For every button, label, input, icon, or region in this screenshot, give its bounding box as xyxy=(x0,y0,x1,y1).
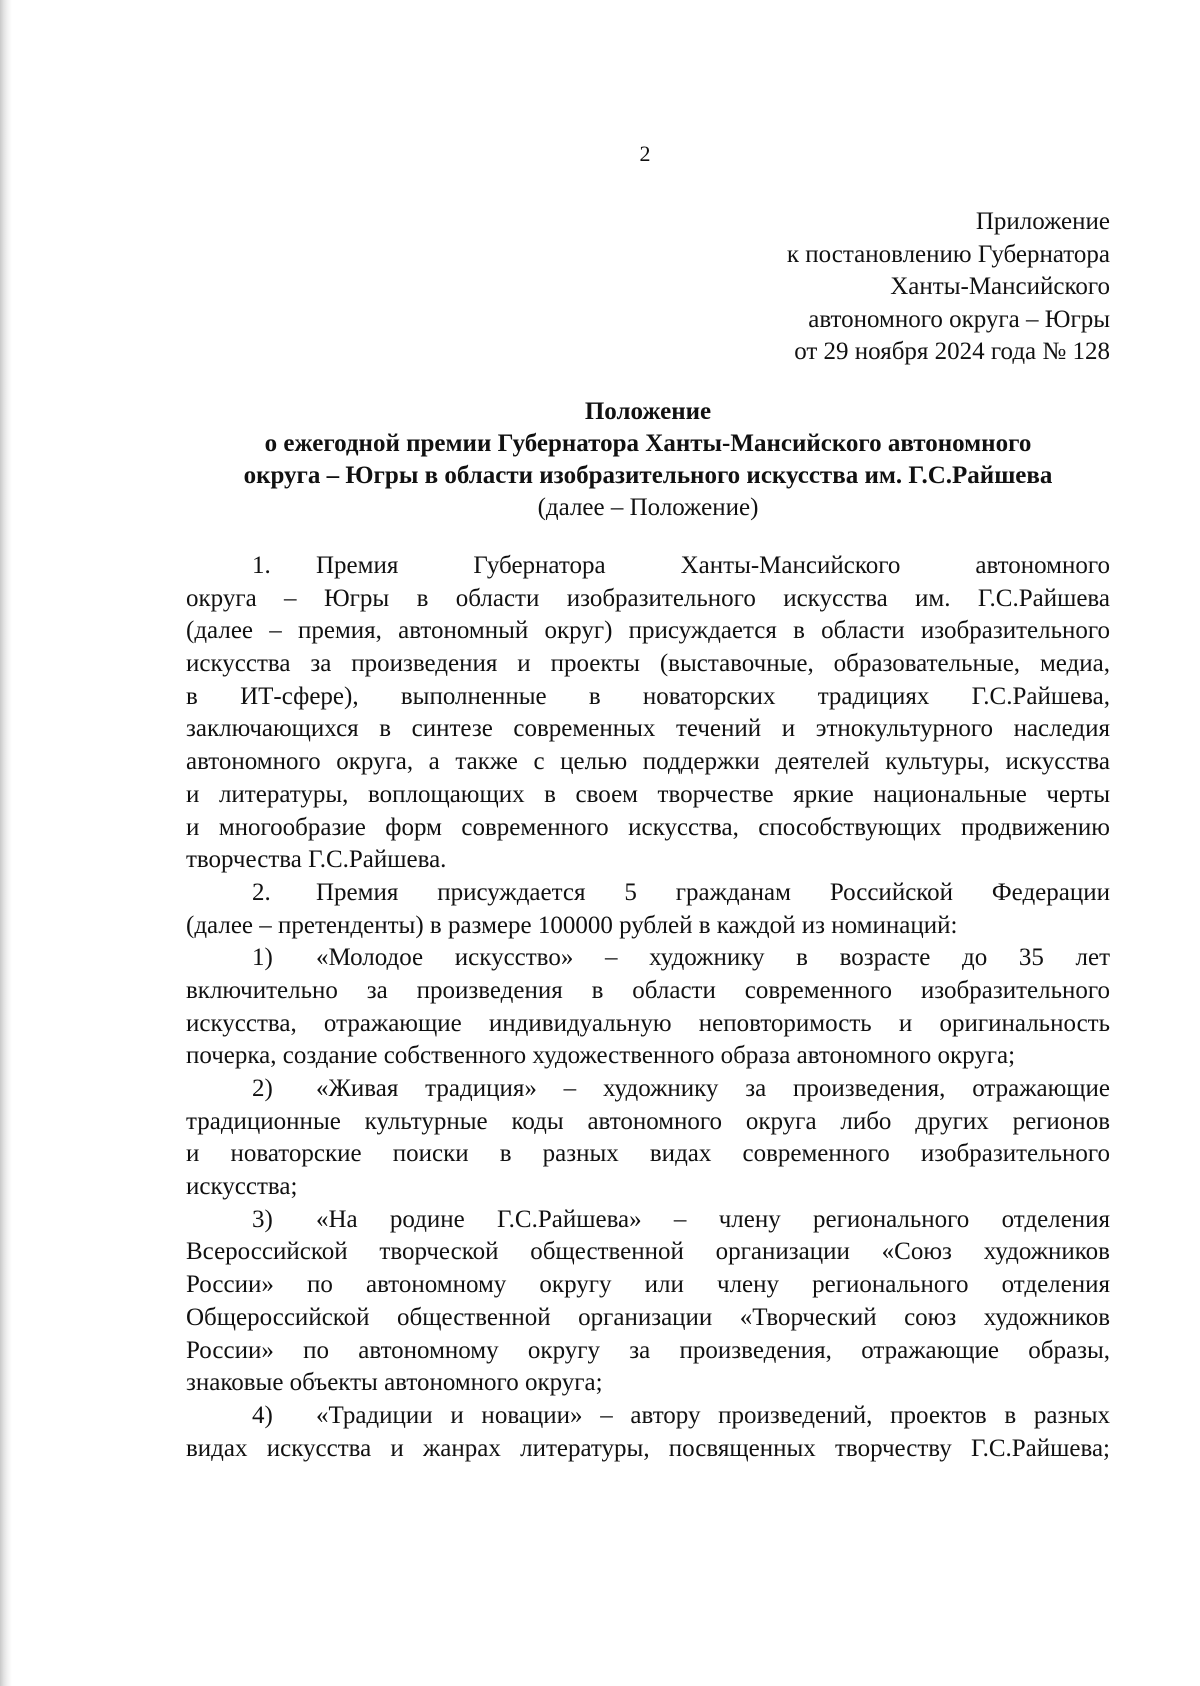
paragraph-line: искусства за произведения и проекты (выставочные, образовательные, медиа, xyxy=(186,650,1110,678)
nomination-line: включительно за произведения в области современного изобразительного xyxy=(186,976,1110,1004)
title-heading: Положение xyxy=(584,398,712,425)
nomination-line: Общероссийской общественной организации «Творческий союз художников xyxy=(186,1303,1110,1331)
nomination-number: 1) xyxy=(252,944,273,972)
line-text: Премия присуждается 5 гражданам Российской Федерации xyxy=(316,878,1110,906)
title-subtitle: о ежегодной премии Губернатора Ханты-Мансийского автономного xyxy=(264,430,1032,457)
nomination-line: знаковые объекты автономного округа; xyxy=(186,1369,603,1397)
line-text: «Живая традиция» – художнику за произведения, отражающие xyxy=(316,1075,1110,1102)
appendix-line: к постановлению Губернатора xyxy=(786,240,1110,268)
scan-edge xyxy=(0,0,12,1686)
title-subtitle: округа – Югры в области изобразительного искусства им. Г.С.Райшева xyxy=(243,462,1053,489)
nomination-line xyxy=(186,1400,1110,1433)
line-text: «Традиции и новации» – автору произведений, проектов в разных xyxy=(316,1401,1110,1429)
nomination-line xyxy=(186,1073,1110,1106)
paragraph-line xyxy=(186,877,1110,910)
paragraph-number: 1. xyxy=(252,552,271,579)
appendix-line: автономного округа – Югры xyxy=(808,305,1110,333)
nomination-line xyxy=(186,1204,1110,1237)
nomination-number: 3) xyxy=(252,1205,273,1233)
appendix-line: Ханты-Мансийского xyxy=(890,273,1110,301)
paragraph-line: заключающихся в синтезе современных течений и этнокультурного наследия xyxy=(186,715,1110,743)
paragraph-line: округа – Югры в области изобразительного искусства им. Г.С.Райшева xyxy=(186,584,1110,612)
nomination-line: искусства, отражающие индивидуальную неповторимость и оригинальность xyxy=(186,1009,1110,1037)
appendix-line: от 29 ноября 2024 года № 128 xyxy=(794,338,1110,366)
paragraph-line: творчества Г.С.Райшева. xyxy=(186,846,447,874)
paragraph-line: в ИТ-сфере), выполненные в новаторских традициях Г.С.Райшева, xyxy=(186,682,1110,710)
appendix-block xyxy=(610,206,1110,369)
paragraph-line: (далее – претенденты) в размере 100000 рублей в каждой из номинаций: xyxy=(186,911,958,939)
document-title xyxy=(186,396,1110,524)
nomination-line: России» по автономному округу или члену регионального отделения xyxy=(186,1271,1110,1299)
line-text: «На родине Г.С.Райшева» – члену регионального отделения xyxy=(316,1205,1110,1233)
paragraph-line: и литературы, воплощающих в своем творчестве яркие национальные черты xyxy=(186,780,1110,808)
nomination-line: искусства; xyxy=(186,1173,298,1201)
nomination-line: почерка, создание собственного художественного образа автономного округа; xyxy=(186,1042,1016,1070)
paragraph-number: 2. xyxy=(252,878,271,906)
document-body xyxy=(186,550,1110,1465)
line-text: Премия Губернатора Ханты-Мансийского автономного xyxy=(316,552,1110,579)
nomination-line: и новаторские поиски в разных видах современного изобразительного xyxy=(186,1140,1110,1168)
appendix-line: Приложение xyxy=(975,208,1110,235)
paragraph-line: автономного округа, а также с целью поддержки деятелей культуры, искусства xyxy=(186,748,1110,776)
paragraph-line xyxy=(186,550,1110,583)
paragraph-line: и многообразие форм современного искусства, способствующих продвижению xyxy=(186,813,1110,841)
nomination-line: традиционные культурные коды автономного округа либо других регионов xyxy=(186,1107,1110,1135)
title-note: (далее – Положение) xyxy=(537,494,759,521)
nomination-number: 2) xyxy=(252,1075,273,1102)
nomination-line: видах искусства и жанрах литературы, посвященных творчеству Г.С.Райшева; xyxy=(186,1434,1110,1462)
page-number: 2 xyxy=(639,141,651,166)
paragraph-line: (далее – премия, автономный округ) присуждается в области изобразительного xyxy=(186,617,1110,645)
nomination-line: Всероссийской творческой общественной организации «Союз художников xyxy=(186,1238,1110,1266)
line-text: «Молодое искусство» – художнику в возрасте до 35 лет xyxy=(316,944,1110,972)
nomination-number: 4) xyxy=(252,1401,273,1429)
nomination-line: России» по автономному округу за произведения, отражающие образы, xyxy=(186,1336,1110,1364)
nomination-line xyxy=(186,942,1110,975)
